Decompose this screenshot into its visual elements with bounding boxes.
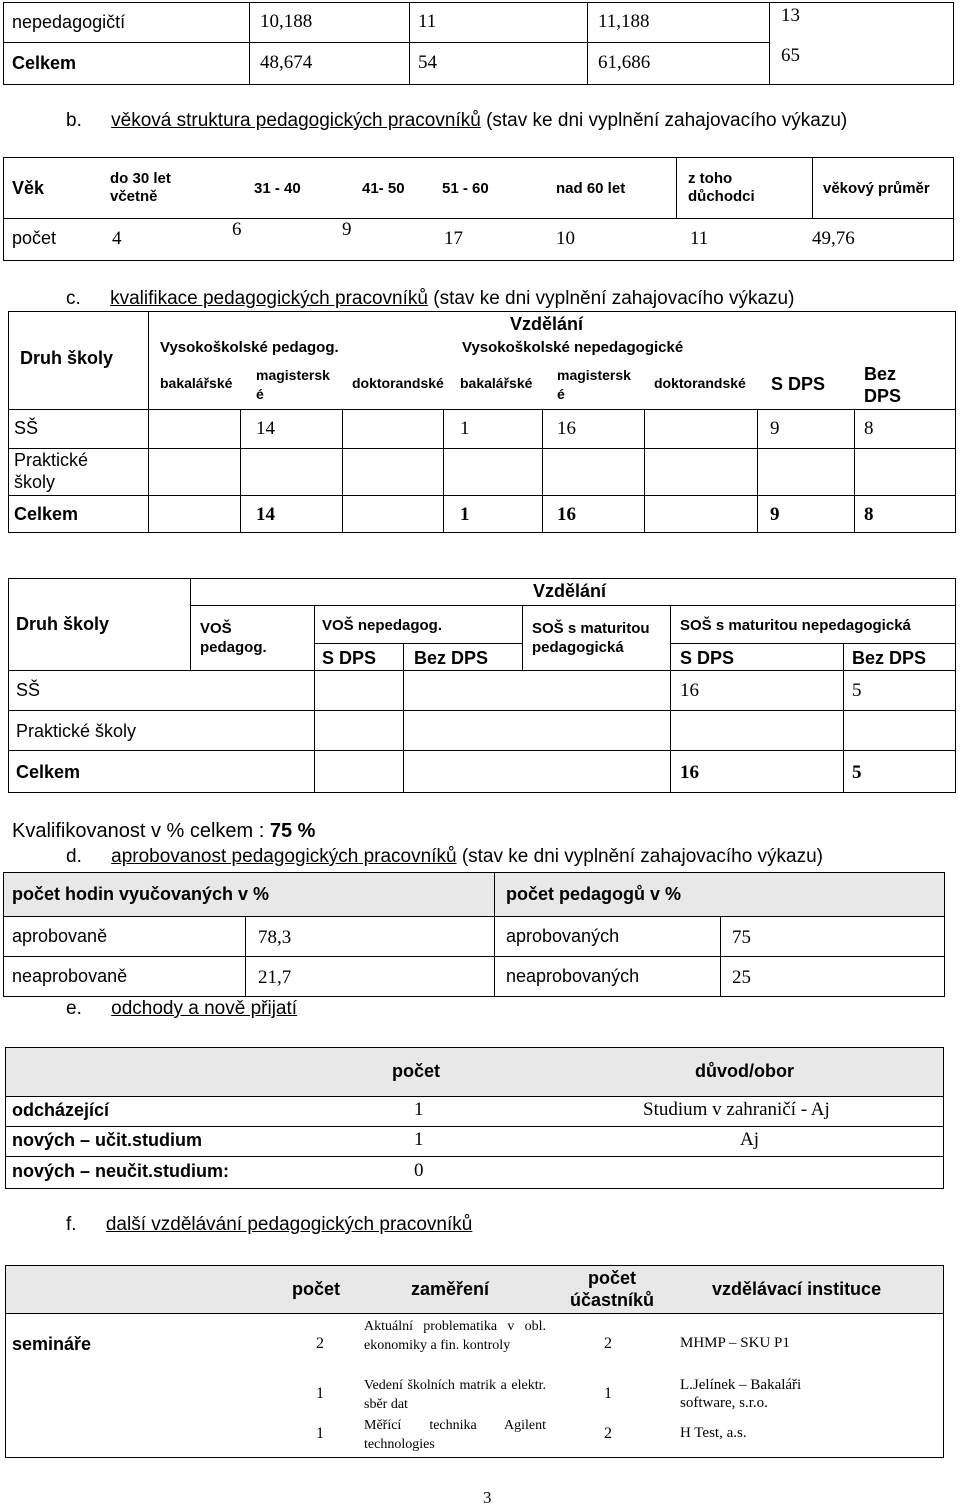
cell: Vedení školních matrik a elektr. sběr dat [364, 1378, 546, 1412]
header-instituce: vzdělávací instituce [712, 1279, 882, 1299]
section-d-heading [66, 846, 823, 868]
header-bezdps: Bez DPS [414, 648, 489, 668]
cell: 9 [770, 418, 780, 439]
section-c-heading [66, 288, 794, 310]
header-vos-neped: VOŠ nepedagog. [322, 617, 443, 634]
header-text: DPS [864, 386, 902, 406]
cell: 17 [444, 228, 463, 249]
cell: 11 [690, 228, 709, 249]
header-sdps: S DPS [322, 648, 377, 668]
section-letter: d. [66, 846, 82, 867]
header-druh-skoly: Druh školy [20, 348, 114, 368]
header-druh-skoly: Druh školy [16, 614, 110, 634]
header-text: é [256, 386, 264, 402]
cell: 49,76 [812, 228, 855, 249]
header-do30: do 30 let včetně [110, 170, 171, 205]
row-label: nepedagogičtí [12, 12, 126, 32]
header-bezdps-2: Bez DPS [852, 648, 927, 668]
cell: MHMP – SKU P1 [680, 1335, 790, 1351]
cell: 10 [556, 228, 575, 249]
header-doktorandske: doktorandské [352, 375, 444, 391]
row-label: aprobovaných [506, 926, 620, 946]
header-pocet: počet [392, 1061, 441, 1081]
section-title: aprobovanost pedagogických pracovníků [111, 846, 457, 867]
cell: 1 [604, 1385, 612, 1402]
cell: 11 [418, 11, 437, 32]
header-nad60: nad 60 let [556, 180, 626, 197]
header-text: magistersk [557, 367, 631, 383]
section-letter: e. [66, 998, 82, 1019]
cell: Měřící technika Agilent technologies [364, 1418, 546, 1452]
cell: 75 [732, 927, 751, 948]
header-vzdelani: Vzdělání [533, 581, 607, 601]
header-vos-ped [200, 619, 267, 657]
row-label: neaprobovaných [506, 966, 640, 986]
section-title: věková struktura pedagogických pracovníků [111, 110, 481, 131]
header-text: VOŠ [200, 620, 232, 637]
row-label-prakticke [14, 449, 88, 493]
section-title: další vzdělávání pedagogických pracovníků [105, 1214, 473, 1235]
cell: Aj [740, 1129, 759, 1150]
header-text: pedagog. [200, 639, 267, 656]
header-text: počet [587, 1268, 636, 1288]
header-bezdps [864, 363, 901, 407]
cell: 1 [414, 1129, 424, 1150]
section-title: kvalifikace pedagogických pracovníků [110, 288, 428, 309]
cell: Studium v zahraničí - Aj [643, 1099, 830, 1120]
header-text: é [557, 386, 565, 402]
cell: 21,7 [258, 967, 292, 988]
cell: 1 [414, 1099, 424, 1120]
cell: 78,3 [258, 927, 292, 948]
row-label-prakticke: Praktické školy [16, 721, 137, 741]
header-pocet: počet [292, 1279, 341, 1299]
section-subtitle: (stav ke dni vyplnění zahajovacího výkazu) [480, 110, 848, 131]
cell: 10,188 [260, 11, 313, 32]
qualification-value: 75 % [269, 820, 316, 842]
row-label: Celkem [12, 53, 77, 73]
cell: 16 [557, 504, 576, 525]
header-doktorandske-2: doktorandské [654, 375, 746, 391]
cell: 1 [460, 504, 470, 525]
header-bakalarske: bakalářské [160, 375, 233, 391]
cell: 9 [770, 504, 780, 525]
header-ucastniku [562, 1267, 662, 1311]
header-vzdelani: Vzdělání [510, 314, 584, 334]
header-zamereni: zaměření [411, 1279, 490, 1299]
row-label-text: školy [14, 472, 56, 492]
row-label-ss: SŠ [16, 680, 41, 700]
header-sdps-2: S DPS [680, 648, 735, 668]
row-label-celkem: Celkem [14, 504, 79, 524]
cell: 2 [316, 1335, 324, 1352]
cell: 4 [112, 228, 122, 249]
header-vek: Věk [12, 178, 45, 198]
cell: 14 [256, 504, 275, 525]
cell: 54 [418, 52, 437, 73]
header-text: SOŠ s maturitou [532, 620, 650, 637]
cell: 48,674 [260, 52, 313, 73]
cell: 1 [316, 1385, 324, 1402]
header-pedagogove: počet pedagogů v % [506, 884, 682, 904]
section-e-heading [66, 998, 297, 1020]
cell: 1 [316, 1425, 324, 1442]
cell: 5 [852, 762, 862, 783]
row-label-seminare: semináře [12, 1334, 92, 1354]
row-label: nových – neučit.studium: [12, 1161, 230, 1181]
row-label: nových – učit.studium [12, 1130, 203, 1150]
header-duvod: důvod/obor [695, 1061, 794, 1081]
row-label: neaprobovaně [12, 966, 128, 986]
cell: 0 [414, 1160, 424, 1181]
cell: 11,188 [598, 11, 650, 32]
header-magisterske [256, 366, 330, 404]
header-sos-ped [532, 619, 650, 657]
section-title: odchody a nově přijatí [111, 998, 298, 1019]
cell: L.Jelínek – Bakaláři software, s.r.o. [680, 1377, 802, 1411]
section-subtitle: (stav ke dni vyplnění zahajovacího výkazu) [456, 846, 824, 867]
cell: 5 [852, 680, 862, 701]
cell: 8 [864, 504, 874, 525]
section-subtitle: (stav ke dni vyplnění zahajovacího výkazu) [427, 288, 795, 309]
cell: 61,686 [598, 52, 651, 73]
header-sdps: S DPS [771, 374, 826, 394]
header-41-50: 41- 50 [362, 180, 405, 197]
header-bakalarske-2: bakalářské [460, 375, 533, 391]
row-label-celkem: Celkem [16, 762, 81, 782]
header-text: Bez [864, 364, 897, 384]
header-hodiny: počet hodin vyučovaných v % [12, 884, 270, 904]
header-51-60: 51 - 60 [442, 180, 489, 197]
cell: 6 [232, 219, 242, 240]
cell: 14 [256, 418, 275, 439]
cell: 2 [604, 1425, 612, 1442]
section-letter: f. [66, 1214, 77, 1235]
qualification-label: Kvalifikovanost v % celkem : [12, 820, 270, 842]
section-letter: b. [66, 110, 82, 131]
header-vs-ped: Vysokoškolské pedagog. [160, 339, 339, 356]
cell: 16 [680, 680, 699, 701]
row-label-ss: SŠ [14, 418, 39, 438]
cell: 65 [781, 45, 800, 66]
header-text: pedagogická [532, 639, 624, 656]
row-label-text: Praktické [14, 450, 89, 470]
cell: 8 [864, 418, 874, 439]
cell: 16 [557, 418, 576, 439]
header-duchodci: z toho důchodci [688, 170, 755, 205]
cell: 2 [604, 1335, 612, 1352]
header-sos-neped: SOŠ s maturitou nepedagogická [680, 617, 911, 634]
cell: 25 [732, 967, 751, 988]
header-magisterske-2 [557, 366, 631, 404]
header-prumer: věkový průměr [823, 180, 930, 197]
header-vs-neped: Vysokoškolské nepedagogické [462, 339, 684, 356]
cell: 9 [342, 219, 352, 240]
page-number: 3 [483, 1488, 492, 1507]
header-text: magistersk [256, 367, 330, 383]
header-text: účastníků [569, 1290, 655, 1310]
row-label: aprobovaně [12, 926, 108, 946]
section-b-heading [66, 110, 847, 132]
cell: 13 [781, 5, 800, 26]
cell: 1 [460, 418, 470, 439]
section-f-heading [66, 1214, 472, 1236]
header-31-40: 31 - 40 [254, 180, 301, 197]
row-label-pocet: počet [12, 228, 57, 248]
cell: Aktuální problematika v obl. ekonomiky a fin. kontroly [364, 1319, 546, 1353]
cell: H Test, a.s. [680, 1425, 747, 1441]
cell: 16 [680, 762, 699, 783]
qualification-total [12, 820, 315, 843]
section-letter: c. [66, 288, 81, 309]
row-label: odcházející [12, 1100, 110, 1120]
